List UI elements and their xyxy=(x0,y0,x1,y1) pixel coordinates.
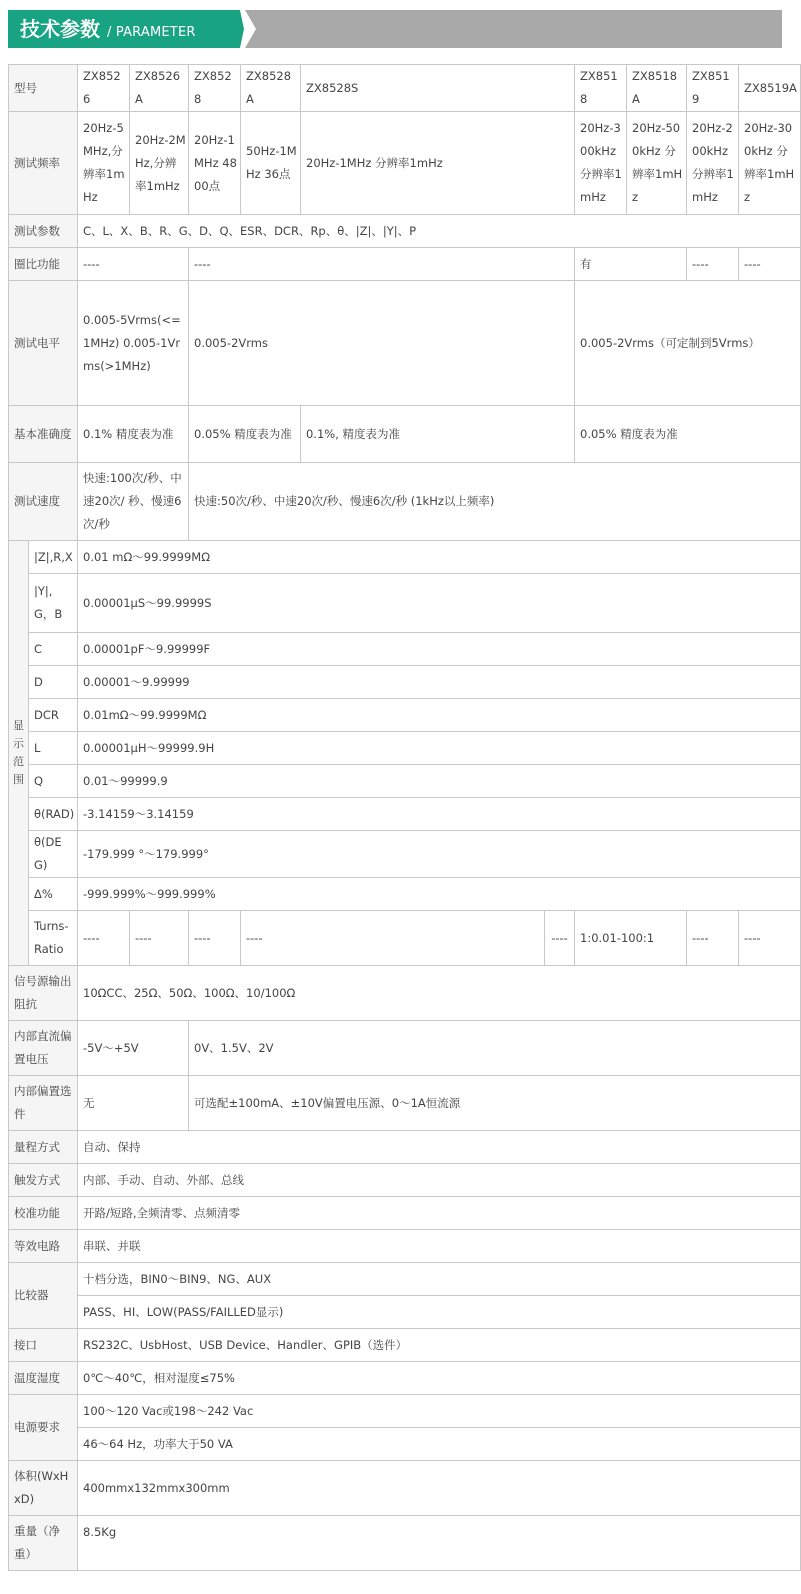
display-param: Δ% xyxy=(29,878,78,911)
row-display-z xyxy=(9,541,801,574)
display-param: DCR xyxy=(29,699,78,732)
display-range-value: -3.14159～3.14159 xyxy=(78,798,801,831)
turns-zx8519: ---- xyxy=(687,248,739,281)
display-param: Turns-Ratio xyxy=(29,911,78,966)
model-zx8526a: ZX8526A xyxy=(130,65,189,112)
bias-option-others: 可选配±100mA、±10V偏置电压源、0～1A恒流源 xyxy=(189,1076,801,1131)
freq-zx8526a: 20Hz-2MHz,分辨率1mHz xyxy=(130,112,189,215)
model-zx8518: ZX8518 xyxy=(575,65,627,112)
label-output-impedance: 信号源输出阻抗 xyxy=(9,966,78,1021)
model-zx8528s: ZX8528S xyxy=(301,65,575,112)
turns-ratio-zx8519a: ---- xyxy=(739,911,801,966)
label-display-range: 显示范围 xyxy=(9,541,29,966)
model-zx8528a: ZX8528A xyxy=(241,65,301,112)
display-range-value: -179.999 °～179.999° xyxy=(78,831,801,878)
row-test-frequency xyxy=(9,112,801,215)
row-basic-accuracy xyxy=(9,406,801,463)
turns-ratio-zx8526a: ---- xyxy=(130,911,189,966)
spec-table-wrapper xyxy=(8,64,797,1571)
label-basic-accuracy: 基本准确度 xyxy=(9,406,78,463)
turns-zx8518-group: 有 xyxy=(575,248,687,281)
display-param: C xyxy=(29,633,78,666)
display-range-value: -999.999%～999.999% xyxy=(78,878,801,911)
row-temperature xyxy=(9,1362,801,1395)
label-test-parameters: 测试参数 xyxy=(9,215,78,248)
freq-zx8519: 20Hz-200kHz 分辨率1mHz xyxy=(687,112,739,215)
display-range-value: 0.00001μS～99.9999S xyxy=(78,574,801,633)
page-title: 技术参数 / PARAMETER xyxy=(20,17,196,41)
label-power: 电源要求 xyxy=(9,1395,78,1461)
row-comparator-1 xyxy=(9,1263,801,1296)
model-zx8528: ZX8528 xyxy=(189,65,241,112)
weight-value: 8.5Kg xyxy=(78,1516,801,1571)
turns-zx8526-group: ---- xyxy=(78,248,189,281)
display-range-value: 0.01 mΩ～99.9999MΩ xyxy=(78,541,801,574)
label-model: 型号 xyxy=(9,65,78,112)
row-display-theta-rad xyxy=(9,798,801,831)
freq-zx8528: 20Hz-1MHz 4800点 xyxy=(189,112,241,215)
accuracy-zx8528s: 0.1%, 精度表为准 xyxy=(301,406,575,463)
label-test-level: 测试电平 xyxy=(9,281,78,406)
display-param: θ(RAD) xyxy=(29,798,78,831)
range-mode-value: 自动、保持 xyxy=(78,1131,801,1164)
accuracy-zx8528-group: 0.05% 精度表为准 xyxy=(189,406,301,463)
row-turns-function xyxy=(9,248,801,281)
freq-zx8519a: 20Hz-300kHz 分辨率1mHz xyxy=(739,112,801,215)
freq-zx8528s: 20Hz-1MHz 分辨率1mHz xyxy=(301,112,575,215)
turns-ratio-zx8528a: ---- xyxy=(241,911,545,966)
display-range-value: 0.00001～9.99999 xyxy=(78,666,801,699)
output-impedance-value: 10ΩCC、25Ω、50Ω、100Ω、10/100Ω xyxy=(78,966,801,1021)
parameter-banner xyxy=(8,10,782,48)
power-line-1: 100～120 Vac或198～242 Vac xyxy=(78,1395,801,1428)
label-weight: 重量（净重） xyxy=(9,1516,78,1571)
turns-ratio-zx8519: ---- xyxy=(687,911,739,966)
row-dc-bias-voltage xyxy=(9,1021,801,1076)
row-comparator-2 xyxy=(9,1296,801,1329)
label-test-speed: 测试速度 xyxy=(9,463,78,541)
speed-zx8526-group: 快速:100次/秒、中速20次/ 秒、慢速6次/秒 xyxy=(78,463,189,541)
label-range-mode: 量程方式 xyxy=(9,1131,78,1164)
comparator-line-1: 十档分选，BIN0～BIN9、NG、AUX xyxy=(78,1263,801,1296)
display-param: |Y|, G，B xyxy=(29,574,78,633)
label-dc-bias-voltage: 内部直流偏置电压 xyxy=(9,1021,78,1076)
label-bias-option: 内部偏置选件 xyxy=(9,1076,78,1131)
label-interface: 接口 xyxy=(9,1329,78,1362)
level-zx8528-group: 0.005-2Vrms xyxy=(189,281,575,406)
model-zx8519a: ZX8519A xyxy=(739,65,801,112)
row-display-turns-ratio xyxy=(9,911,801,966)
test-parameters-value: C、L、X、B、R、G、D、Q、ESR、DCR、Rp、θ、|Z|、|Y|、P xyxy=(78,215,801,248)
label-temperature: 温度湿度 xyxy=(9,1362,78,1395)
row-range-mode xyxy=(9,1131,801,1164)
label-equivalent-circuit: 等效电路 xyxy=(9,1230,78,1263)
row-trigger-mode xyxy=(9,1164,801,1197)
row-test-level xyxy=(9,281,801,406)
display-range-value: 0.01～99999.9 xyxy=(78,765,801,798)
display-param: |Z|,R,X xyxy=(29,541,78,574)
calibration-value: 开路/短路,全频清零、点频清零 xyxy=(78,1197,801,1230)
model-zx8519: ZX8519 xyxy=(687,65,739,112)
row-display-theta-deg xyxy=(9,831,801,878)
power-line-2: 46～64 Hz，功率大于50 VA xyxy=(78,1428,801,1461)
display-param: θ(DEG) xyxy=(29,831,78,878)
turns-zx8519a: ---- xyxy=(739,248,801,281)
dc-bias-zx8526-group: -5V～+5V xyxy=(78,1021,189,1076)
display-param: Q xyxy=(29,765,78,798)
speed-others: 快速:50次/秒、中速20次/秒、慢速6次/秒 (1kHz以上频率) xyxy=(189,463,801,541)
model-zx8518a: ZX8518A xyxy=(627,65,687,112)
row-display-c xyxy=(9,633,801,666)
level-zx8526-group: 0.005-5Vrms(<=1MHz) 0.005-1Vrms(>1MHz) xyxy=(78,281,189,406)
row-bias-option xyxy=(9,1076,801,1131)
page-subtitle: / PARAMETER xyxy=(106,25,196,40)
label-test-frequency: 测试频率 xyxy=(9,112,78,215)
trigger-mode-value: 内部、手动、自动、外部、总线 xyxy=(78,1164,801,1197)
turns-ratio-zx8518-group: 1:0.01-100:1 xyxy=(575,911,687,966)
dc-bias-others: 0V、1.5V、2V xyxy=(189,1021,801,1076)
accuracy-zx8526-group: 0.1% 精度表为准 xyxy=(78,406,189,463)
row-interface xyxy=(9,1329,801,1362)
freq-zx8528a: 50Hz-1MHz 36点 xyxy=(241,112,301,215)
label-comparator: 比较器 xyxy=(9,1263,78,1329)
turns-zx8528-group: ---- xyxy=(189,248,575,281)
comparator-line-2: PASS、HI、LOW(PASS/FAILLED显示) xyxy=(78,1296,801,1329)
display-param: D xyxy=(29,666,78,699)
row-equivalent-circuit xyxy=(9,1230,801,1263)
size-value: 400mmx132mmx300mm xyxy=(78,1461,801,1516)
spec-table xyxy=(8,64,801,1571)
turns-ratio-zx8526: ---- xyxy=(78,911,130,966)
row-display-q xyxy=(9,765,801,798)
equivalent-circuit-value: 串联、并联 xyxy=(78,1230,801,1263)
row-weight xyxy=(9,1516,801,1571)
row-test-speed xyxy=(9,463,801,541)
row-display-y xyxy=(9,574,801,633)
row-display-delta xyxy=(9,878,801,911)
label-turns-function: 圈比功能 xyxy=(9,248,78,281)
freq-zx8518: 20Hz-300kHz 分辨率1mHz xyxy=(575,112,627,215)
row-calibration xyxy=(9,1197,801,1230)
display-range-value: 0.01mΩ～99.9999MΩ xyxy=(78,699,801,732)
row-display-d xyxy=(9,666,801,699)
row-power-1 xyxy=(9,1395,801,1428)
label-calibration: 校准功能 xyxy=(9,1197,78,1230)
row-display-l xyxy=(9,732,801,765)
row-test-parameters xyxy=(9,215,801,248)
freq-zx8526: 20Hz-5MHz,分辨率1mHz xyxy=(78,112,130,215)
display-range-value: 0.00001pF～9.99999F xyxy=(78,633,801,666)
label-size: 体积(WxHxD) xyxy=(9,1461,78,1516)
row-output-impedance xyxy=(9,966,801,1021)
accuracy-zx8518-group: 0.05% 精度表为准 xyxy=(575,406,801,463)
display-param: L xyxy=(29,732,78,765)
row-power-2 xyxy=(9,1428,801,1461)
interface-value: RS232C、UsbHost、USB Device、Handler、GPIB（选件） xyxy=(78,1329,801,1362)
row-display-dcr xyxy=(9,699,801,732)
turns-ratio-zx8528s: ---- xyxy=(545,911,575,966)
row-model xyxy=(9,65,801,112)
display-range-value: 0.00001μH～99999.9H xyxy=(78,732,801,765)
label-trigger-mode: 触发方式 xyxy=(9,1164,78,1197)
level-zx8518-group: 0.005-2Vrms（可定制到5Vrms） xyxy=(575,281,801,406)
turns-ratio-zx8528: ---- xyxy=(189,911,241,966)
row-size xyxy=(9,1461,801,1516)
temperature-value: 0℃～40℃，相对湿度≤75% xyxy=(78,1362,801,1395)
freq-zx8518a: 20Hz-500kHz 分辨率1mHz xyxy=(627,112,687,215)
model-zx8526: ZX8526 xyxy=(78,65,130,112)
bias-option-zx8526-group: 无 xyxy=(78,1076,189,1131)
